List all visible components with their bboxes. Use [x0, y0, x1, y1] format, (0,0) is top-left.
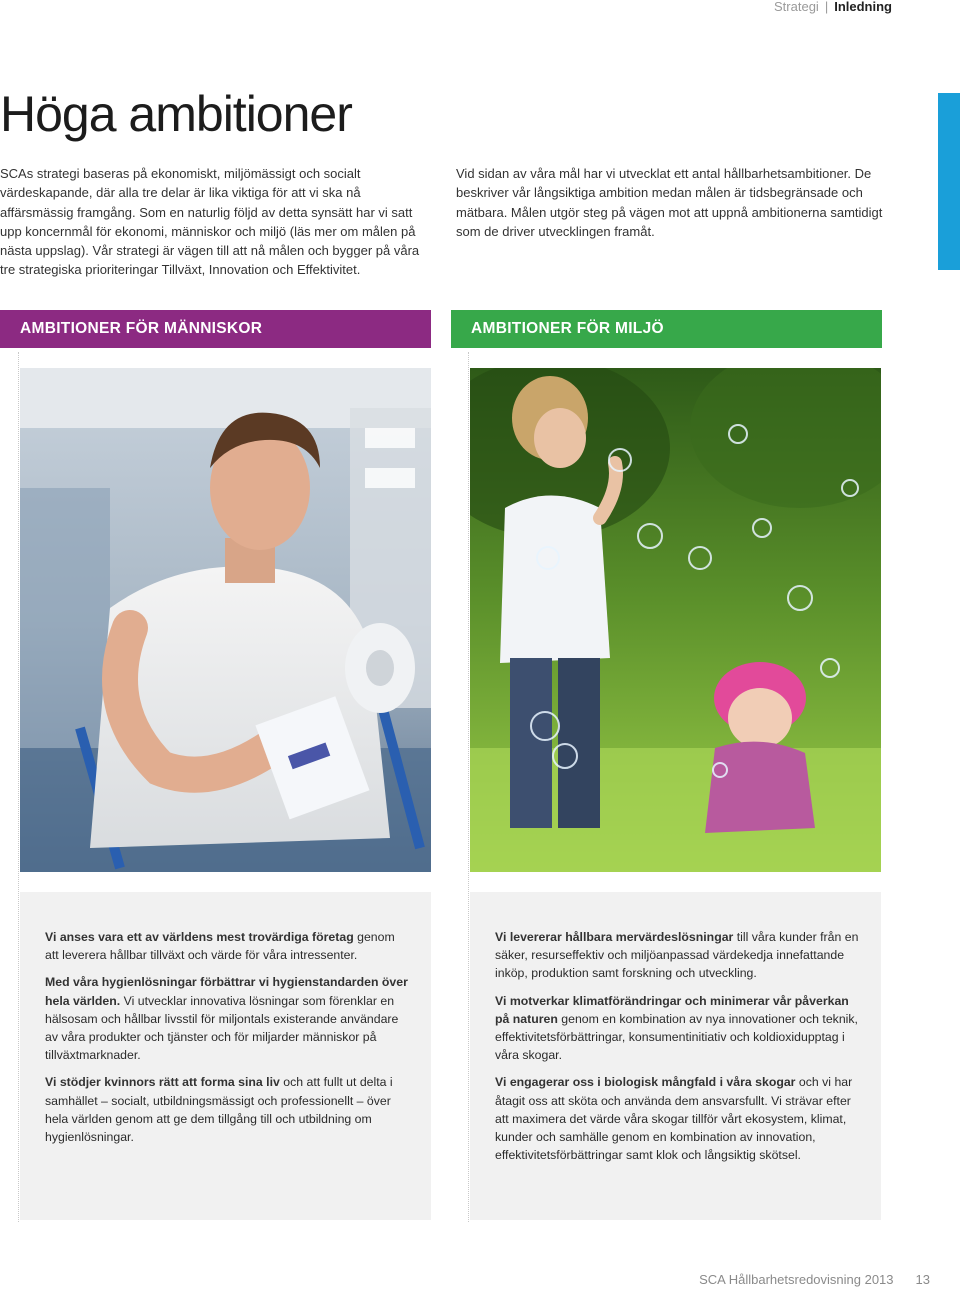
- publication-name: SCA Hållbarhetsredovisning 2013: [699, 1272, 894, 1287]
- people-ambition-2: Med våra hygienlösningar förbättrar vi hygienstandarden över hela världen. Vi utvecklar innovativa lösningar som förenklar en hälsosam och hållbar livsstil för miljontals existerande användare av våra produkter och tjänster och för miljarder människor på tillväxtmarknader.: [45, 975, 408, 1063]
- intro-right-paragraph: Vid sidan av våra mål har vi utvecklat ett antal hållbarhetsambitioner. De beskriver vår långsiktiga ambition medan målen är tidsbegränsade och mätbara. Målen utgör steg på vägen mot att uppnå ambitionerna samtidigt som de driver utvecklingen framåt.: [456, 166, 883, 239]
- environment-ambition-1: Vi levererar hållbara mervärdeslösningar till våra kunder från en säker, resurseffektiv och miljöanpassad värdekedja innefattande inköp, produktion samt forskning och utveckling.: [495, 930, 859, 981]
- people-column-divider: [18, 352, 19, 1222]
- environment-photo: [470, 368, 881, 872]
- breadcrumb-current: Inledning: [834, 0, 892, 14]
- breadcrumb: [774, 0, 892, 14]
- environment-section-header: AMBITIONER FÖR MILJÖ: [451, 310, 882, 348]
- page-number: 13: [915, 1272, 930, 1287]
- people-ambition-3: Vi stödjer kvinnors rätt att forma sina liv och att fullt ut delta i samhället – socialt, utbildningsmässigt och professionellt – över hela världen genom att ge dem tillgång till och utbildning om hygienlösningar.: [45, 1075, 393, 1145]
- page-title: Höga ambitioner: [0, 86, 352, 142]
- intro-left-paragraph: SCAs strategi baseras på ekonomiskt, miljömässigt och socialt värdeskapande, där alla tre delar är lika viktiga för att vi ska nå affärsmässig framgång. Som en naturlig följd av detta synsätt har vi satt upp koncernmål för ekonomi, människor och miljö (läs mer om målen på nästa uppslag). Vår strategi är vägen till att nå målen och bygger på våra tre strategiska prioriteringar Tillväxt, Innovation och Effektivitet.: [0, 166, 420, 278]
- people-photo: [20, 368, 431, 872]
- page-footer: [699, 1272, 930, 1287]
- environment-ambition-3: Vi engagerar oss i biologisk mångfald i våra skogar och vi har åtagit oss att sköta och använda dem ansvarsfullt. Vi strävar efter att maximera det värde våra skogar tillför vårt ekosystem, klimat, kunder och samhälle genom en kombination av innovation, effektivitetsförbättringar samt klok och långsiktig skötsel.: [495, 1075, 853, 1163]
- environment-ambition-2: Vi motverkar klimatförändringar och minimerar vår påverkan på naturen genom en kombination av nya innovationer och teknik, effektivitetsförbättringar, konsumentinitiativ och koldioxidupptag i våra skogar.: [495, 993, 858, 1063]
- breadcrumb-section[interactable]: Strategi: [774, 0, 819, 14]
- breadcrumb-separator: |: [824, 0, 829, 14]
- environment-column-divider: [468, 352, 469, 1222]
- chapter-side-tab: [938, 93, 960, 270]
- people-section-header: AMBITIONER FÖR MÄNNISKOR: [0, 310, 431, 348]
- environment-ambitions-box: [470, 892, 881, 1220]
- people-ambitions-box: [20, 892, 431, 1220]
- people-ambition-1: Vi anses vara ett av världens mest trovärdiga företag genom att leverera hållbar tillväxt och värde för våra intressenter.: [45, 930, 395, 963]
